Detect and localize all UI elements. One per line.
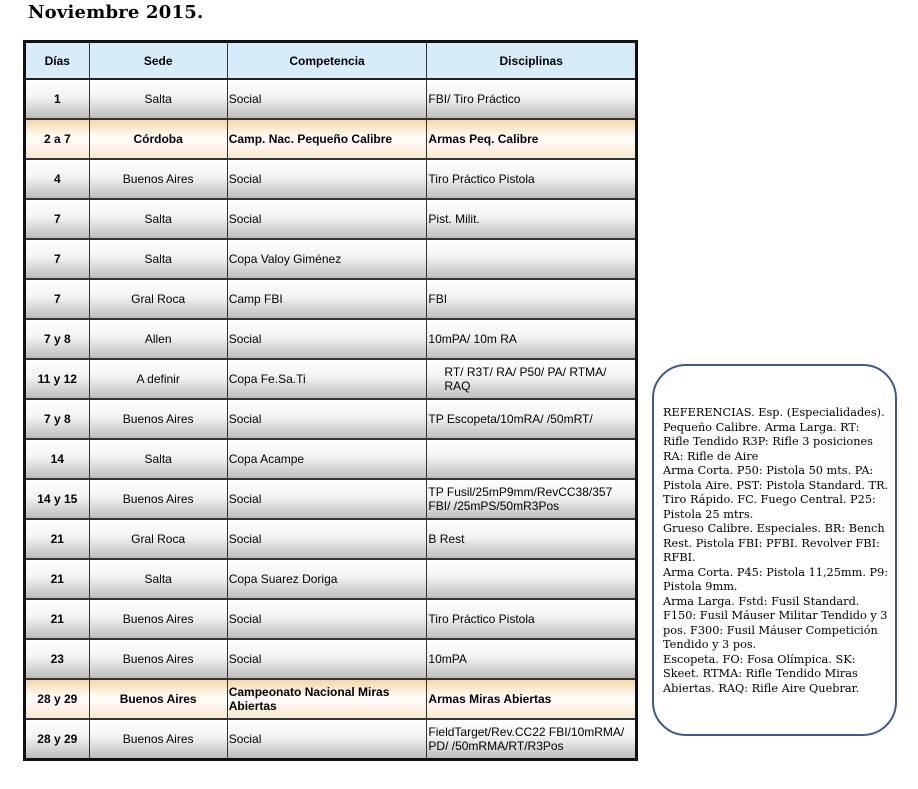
table-row <box>25 359 637 399</box>
cell-disciplinas: B Rest <box>427 519 637 559</box>
cell-dias: 2 a 7 <box>25 119 90 159</box>
cell-dias: 7 y 8 <box>25 399 90 439</box>
cell-sede: Buenos Aires <box>89 399 227 439</box>
cell-dias: 21 <box>25 559 90 599</box>
cell-dias: 1 <box>25 79 90 119</box>
cell-competencia: Social <box>227 599 427 639</box>
cell-competencia: Social <box>227 399 427 439</box>
cell-competencia: Social <box>227 639 427 679</box>
header-competencia: Competencia <box>227 42 427 80</box>
cell-dias: 11 y 12 <box>25 359 90 399</box>
cell-disciplinas: Tiro Práctico Pistola <box>427 599 637 639</box>
table-row <box>25 599 637 639</box>
cell-competencia: Social <box>227 159 427 199</box>
cell-dias: 23 <box>25 639 90 679</box>
cell-disciplinas: RT/ R3T/ RA/ P50/ PA/ RTMA/ RAQ <box>427 359 637 399</box>
cell-competencia: Camp FBI <box>227 279 427 319</box>
cell-sede: Buenos Aires <box>89 679 227 719</box>
table-row <box>25 239 637 279</box>
table-row <box>25 679 637 719</box>
cell-sede: Allen <box>89 319 227 359</box>
cell-competencia: Campeonato Nacional Miras Abiertas <box>227 679 427 719</box>
cell-dias: 7 <box>25 279 90 319</box>
cell-disciplinas: Tiro Práctico Pistola <box>427 159 637 199</box>
cell-competencia: Social <box>227 319 427 359</box>
cell-competencia: Copa Valoy Giménez <box>227 239 427 279</box>
cell-competencia: Camp. Nac. Pequeño Calibre <box>227 119 427 159</box>
table-row <box>25 119 637 159</box>
cell-disciplinas: Pist. Milit. <box>427 199 637 239</box>
cell-disciplinas: TP Fusil/25mP9mm/RevCC38/357 FBI/ /25mPS/50mR3Pos <box>427 479 637 519</box>
table-row <box>25 439 637 479</box>
references-box: REFERENCIAS. Esp. (Especialidades). Pequeño Calibre. Arma Larga. RT: Rifle Tendido R3P: Rifle 3 posiciones RA: Rifle de Aire Arma Corta. P50: Pistola 50 mts. PA: Pistola Aire. PST: Pistola Standard. TR. Tiro Rápido. FC. Fuego Central. P25: Pistola 25 mtrs. Grueso Calibre. Especiales. BR: Bench Rest. Pistola FBI: PFBI. Revolver FBI: RFBI. Arma Corta. P45: Pistola 11,25mm. P9: Pistola 9mm. Arma Larga. Fstd: Fusil Standard. F150: Fusil Máuser Militar Tendido y 3 pos. F300: Fusil Máuser Competición Tendido y 3 pos. Escopeta. FO: Fosa Olímpica. SK: Skeet. RTMA: Rifle Tendido Miras Abiertas. RAQ: Rifle Aire Quebrar. <box>652 364 897 736</box>
cell-competencia: Social <box>227 479 427 519</box>
cell-disciplinas <box>427 239 637 279</box>
cell-competencia: Copa Fe.Sa.Ti <box>227 359 427 399</box>
cell-dias: 28 y 29 <box>25 679 90 719</box>
table-header-row <box>25 42 637 80</box>
cell-disciplinas: FieldTarget/Rev.CC22 FBI/10mRMA/ PD/ /50mRMA/RT/R3Pos <box>427 719 637 760</box>
cell-competencia: Copa Suarez Doriga <box>227 559 427 599</box>
cell-dias: 14 y 15 <box>25 479 90 519</box>
cell-dias: 14 <box>25 439 90 479</box>
table-row <box>25 479 637 519</box>
table-row <box>25 159 637 199</box>
cell-dias: 7 y 8 <box>25 319 90 359</box>
cell-sede: Buenos Aires <box>89 159 227 199</box>
cell-sede: Buenos Aires <box>89 639 227 679</box>
cell-disciplinas: FBI/ Tiro Práctico <box>427 79 637 119</box>
cell-sede: Buenos Aires <box>89 599 227 639</box>
cell-dias: 4 <box>25 159 90 199</box>
cell-sede: Salta <box>89 559 227 599</box>
table-row <box>25 319 637 359</box>
cell-sede: Buenos Aires <box>89 719 227 760</box>
cell-dias: 21 <box>25 519 90 559</box>
cell-dias: 21 <box>25 599 90 639</box>
cell-sede: Salta <box>89 439 227 479</box>
cell-competencia: Social <box>227 719 427 760</box>
table-row <box>25 399 637 439</box>
table-row <box>25 719 637 760</box>
cell-competencia: Social <box>227 79 427 119</box>
cell-disciplinas: 10mPA <box>427 639 637 679</box>
cell-sede: Salta <box>89 199 227 239</box>
header-disciplinas: Disciplinas <box>427 42 637 80</box>
cell-disciplinas: FBI <box>427 279 637 319</box>
cell-sede: Salta <box>89 239 227 279</box>
table-row <box>25 79 637 119</box>
table-row <box>25 639 637 679</box>
schedule-table <box>23 40 638 761</box>
cell-disciplinas <box>427 559 637 599</box>
table-row <box>25 199 637 239</box>
cell-dias: 28 y 29 <box>25 719 90 760</box>
cell-disciplinas: 10mPA/ 10m RA <box>427 319 637 359</box>
cell-disciplinas <box>427 439 637 479</box>
cell-competencia: Copa Acampe <box>227 439 427 479</box>
cell-disciplinas: Armas Peq. Calibre <box>427 119 637 159</box>
table-row <box>25 279 637 319</box>
table-row <box>25 519 637 559</box>
cell-sede: Salta <box>89 79 227 119</box>
cell-competencia: Social <box>227 199 427 239</box>
cell-disciplinas: Armas Miras Abiertas <box>427 679 637 719</box>
cell-dias: 7 <box>25 199 90 239</box>
header-dias: Días <box>25 42 90 80</box>
cell-sede: A definir <box>89 359 227 399</box>
cell-dias: 7 <box>25 239 90 279</box>
cell-disciplinas: TP Escopeta/10mRA/ /50mRT/ <box>427 399 637 439</box>
cell-competencia: Social <box>227 519 427 559</box>
header-sede: Sede <box>89 42 227 80</box>
cell-sede: Córdoba <box>89 119 227 159</box>
table-row <box>25 559 637 599</box>
cell-sede: Buenos Aires <box>89 479 227 519</box>
cell-sede: Gral Roca <box>89 519 227 559</box>
cell-sede: Gral Roca <box>89 279 227 319</box>
page-title: Noviembre 2015. <box>28 2 204 23</box>
